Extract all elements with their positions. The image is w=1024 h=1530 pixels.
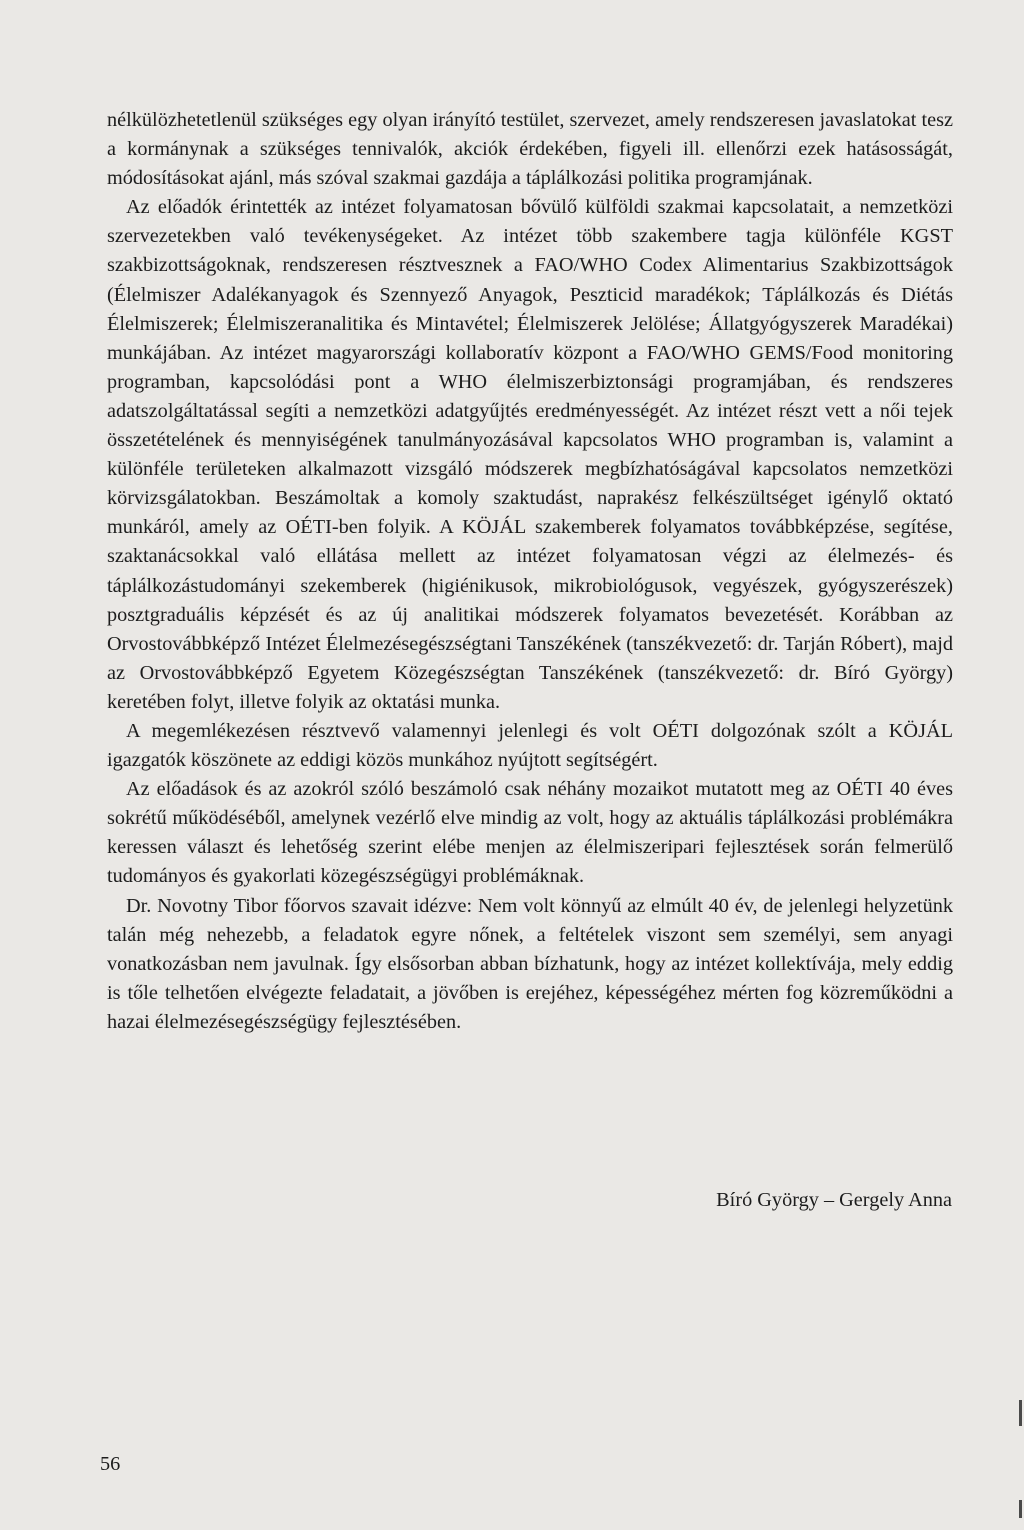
scan-edge-mark: [1019, 1400, 1022, 1426]
body-text: [107, 106, 953, 1037]
scan-edge-mark: [1019, 1500, 1022, 1518]
paragraph-3: A megemlékezésen résztvevő valamennyi jelenlegi és volt OÉTI dolgozónak szólt a KÖJÁL igazgatók köszönete az eddigi közös munkához nyújtott segítségért.: [107, 719, 953, 772]
paragraph-5: Dr. Novotny Tibor főorvos szavait idézve: Nem volt könnyű az elmúlt 40 év, de jelenlegi helyzetünk talán még nehezebb, a feladatok egyre nőnek, a feltételek viszont sem személyi, sem anyagi vonatkozásban nem javulnak. Így elsősorban abban bízhatunk, hogy az intézet kollektívája, mely eddig is tőle telhetően elvégezte feladatait, a jövőben is erejéhez, képességéhez mérten fog közreműködni a hazai élelmezésegészségügy fejlesztésében.: [107, 894, 953, 1033]
paragraph-2: Az előadók érintették az intézet folyamatosan bővülő külföldi szakmai kapcsolatait, a nemzetközi szervezetekben való tevékenységeket. Az intézet több szakembere tagja különféle KGST szakbizottságoknak, rendszeresen résztvesznek a FAO/WHO Codex Alimentarius Szakbizottságok (Élelmiszer Adalékanyagok és Szennyező Anyagok, Peszticid maradékok; Táplálkozás és Diétás Élelmiszerek; Élelmiszeranalitika és Mintavétel; Élelmiszerek Jelölése; Állatgyógyszerek Maradékai) munkájában. Az intézet magyarországi kollaboratív központ a FAO/WHO GEMS/Food monitoring programban, kapcsolódási pont a WHO élelmiszerbiztonsági programjában, és rendszeres adatszolgáltatással segíti a nemzetközi adatgyűjtés eredményességét. Az intézet részt vett a női tejek összetételének és mennyiségének tanulmányozásával kapcsolatos WHO programban is, valamint a különféle területeken alkalmazott vizsgáló módszerek megbízhatóságával kapcsolatos nemzetközi körvizsgálatokban. Beszámoltak a komoly szaktudást, naprakész felkészültséget igénylő oktató munkáról, amely az OÉTI-ben folyik. A KÖJÁL szakemberek folyamatos továbbképzése, segítése, szaktanácsokkal való ellátása mellett az intézet folyamatosan végzi az élelmezés- és táplálkozástudományi szekemberek (higiénikusok, mikrobiológusok, vegyészek, gyógyszerészek) posztgraduális képzését és az új analitikai módszerek folyamatos bevezetését. Korábban az Orvostovábbképző Intézet Élelmezésegészségtani Tanszékének (tanszékvezető: dr. Tarján Róbert), majd az Orvostovábbképző Egyetem Közegészségtan Tanszékének (tanszékvezető: dr. Bíró György) keretében folyt, illetve folyik az oktatási munka.: [107, 196, 953, 713]
paragraph-4: Az előadások és az azokról szóló beszámoló csak néhány mozaikot mutatott meg az OÉTI 40 éves sokrétű működéséből, amelynek vezérlő elve mindig az volt, hogy az aktuális táplálkozási problémákra keressen választ és lehetőség szerint elébe menjen az élelmiszeripari fejlesztések során felmerülő tudományos és gyakorlati közegészségügyi problémáknak.: [107, 778, 953, 888]
page-number: 56: [100, 1453, 121, 1475]
author-signature: Bíró György – Gergely Anna: [716, 1189, 952, 1211]
paragraph-1: nélkülözhetetlenül szükséges egy olyan irányító testület, szervezet, amely rendszeresen javaslatokat tesz a kormánynak a szükséges tennivalók, akciók érdekében, figyeli ill. ellenőrzi ezek hatásosságát, módosításokat ajánl, más szóval szakmai gazdája a táplálkozási politika programjának.: [107, 109, 953, 190]
